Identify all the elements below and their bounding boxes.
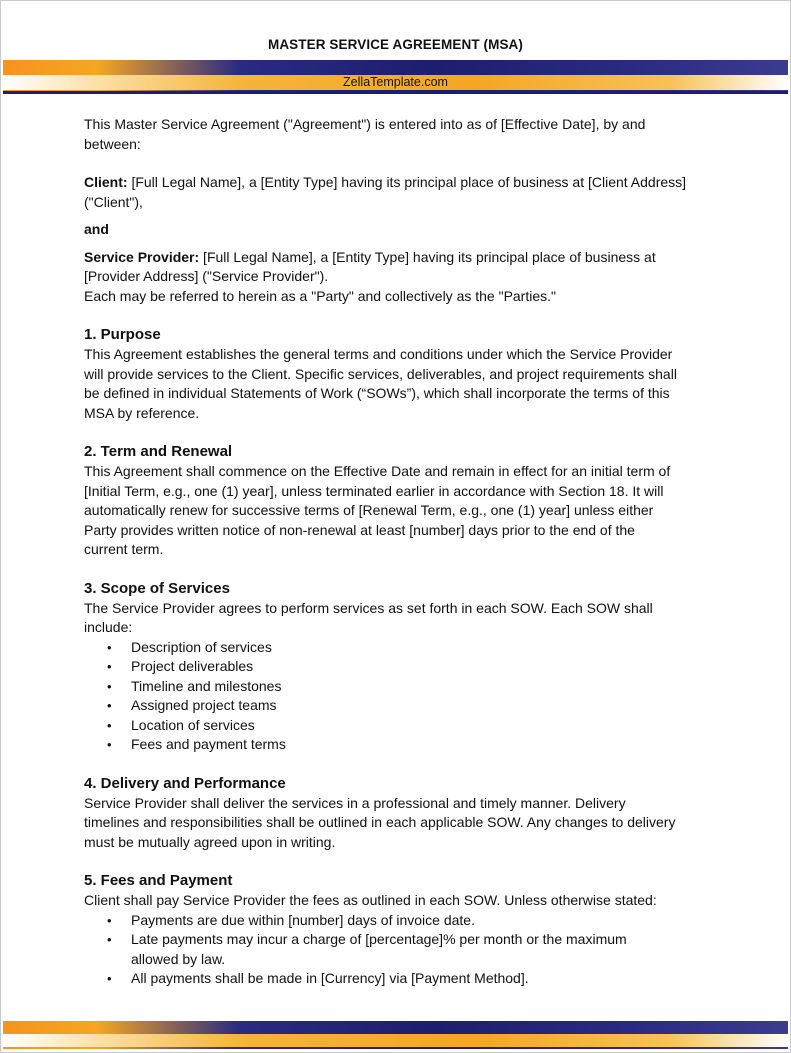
purpose-line-4: MSA by reference. xyxy=(84,404,200,421)
intro-line-2: between: xyxy=(84,135,141,152)
document-title: MASTER SERVICE AGREEMENT (MSA) xyxy=(267,37,524,52)
intro-line-1: This Master Service Agreement ("Agreement") is entered into as of [Effective Date], by and xyxy=(84,116,646,132)
purpose-line-3: be defined in individual Statements of Work (“SOWs”), which shall incorporate the terms of this xyxy=(84,385,670,401)
section-heading-fees: 5. Fees and Payment xyxy=(84,872,233,889)
site-banner xyxy=(3,75,788,90)
provider-text: [Full Legal Name], a [Entity Type] having its principal place of business at xyxy=(199,248,656,265)
fees-list xyxy=(84,911,710,989)
list-item: • Payments are due within [number] days of invoice date. xyxy=(131,911,710,931)
purpose-line-2: will provide services to the Client. Specific services, deliverables, and project requirements shall xyxy=(84,365,677,382)
term-line-2: [Initial Term, e.g., one (1) year], unless terminated earlier in accordance with Section 18. It will xyxy=(84,482,664,499)
and-word xyxy=(84,220,710,240)
list-item: • Late payments may incur a charge of [percentage]% per month or the maximum allowed by law. xyxy=(131,930,671,969)
scope-line-1: The Service Provider agrees to perform services as set forth in each SOW. Each SOW shall xyxy=(84,599,653,616)
list-item: • Timeline and milestones xyxy=(131,677,710,697)
list-item: • Location of services xyxy=(131,716,710,736)
list-item: • Description of services xyxy=(131,638,710,658)
client-clause-cont: ("Client"), xyxy=(84,193,143,210)
footer-band xyxy=(3,1021,788,1049)
section-heading-purpose: 1. Purpose xyxy=(84,326,161,343)
section-heading-term: 2. Term and Renewal xyxy=(84,443,233,460)
footer-stripe xyxy=(3,1034,788,1047)
delivery-line-2: timelines and responsibilities shall be outlined in each applicable SOW. Any changes to delivery xyxy=(84,814,676,830)
list-item: • Fees and payment terms xyxy=(131,735,710,755)
term-line-3: automatically renew for successive terms of [Renewal Term, e.g., one (1) year] unless either xyxy=(84,502,654,518)
scope-line-2: include: xyxy=(84,619,133,635)
fees-line-1: Client shall pay Service Provider the fees as outlined in each SOW. Unless otherwise stated: xyxy=(84,892,657,908)
scope-list xyxy=(84,638,710,755)
section-heading-delivery: 4. Delivery and Performance xyxy=(84,774,286,792)
list-item: • All payments shall be made in [Currency] via [Payment Method]. xyxy=(131,969,710,989)
document-body xyxy=(84,115,710,989)
purpose-line-1: This Agreement establishes the general terms and conditions under which the Service Provider xyxy=(84,346,673,362)
provider-label: Service Provider: xyxy=(84,248,200,265)
term-line-1: This Agreement shall commence on the Effective Date and remain in effect for an initial term of xyxy=(84,463,671,479)
list-item: • Project deliverables xyxy=(131,657,710,677)
header-band xyxy=(3,60,788,94)
term-line-4: Party provides written notice of non-renewal at least [number] days prior to the end of the xyxy=(84,521,635,538)
list-item: • Assigned project teams xyxy=(131,696,710,716)
client-label: Client: xyxy=(84,174,128,190)
section-heading-scope: 3. Scope of Services xyxy=(84,579,230,597)
delivery-line-3: must be mutually agreed upon in writing. xyxy=(84,833,336,850)
delivery-line-1: Service Provider shall deliver the services in a professional and timely manner. Delivery xyxy=(84,794,626,811)
client-clause xyxy=(84,173,710,193)
term-line-5: current term. xyxy=(84,541,164,557)
provider-clause xyxy=(84,248,710,268)
client-text: [Full Legal Name], a [Entity Type] having its principal place of business at [Client Address] xyxy=(127,174,687,190)
and-label: and xyxy=(84,221,109,237)
provider-clause-cont: [Provider Address] ("Service Provider"). xyxy=(84,268,329,284)
header-stripe xyxy=(3,91,788,94)
parties-line: Each may be referred to herein as a "Party" and collectively as the "Parties." xyxy=(84,287,556,304)
site-name[interactable]: ZellaTemplate.com xyxy=(343,75,448,89)
